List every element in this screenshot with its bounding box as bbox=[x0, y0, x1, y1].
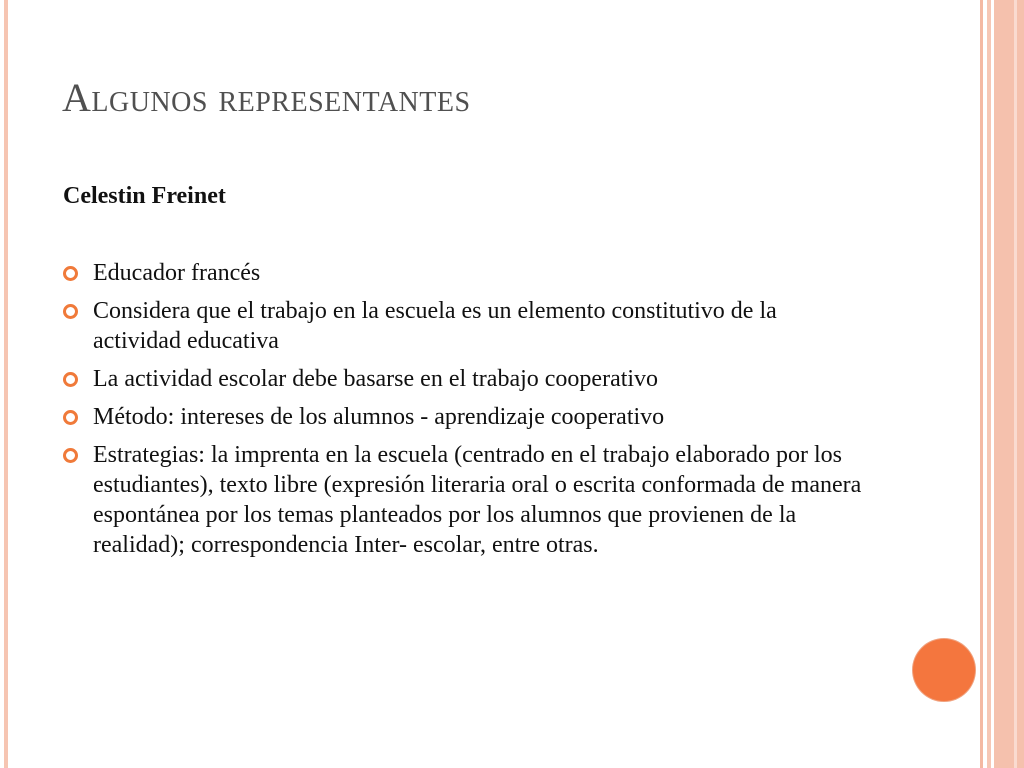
circle-bullet-icon bbox=[63, 372, 78, 387]
circle-bullet-icon bbox=[63, 304, 78, 319]
list-item bbox=[63, 296, 863, 356]
list-item bbox=[63, 364, 863, 394]
left-decorative-stripe bbox=[4, 0, 8, 768]
list-item bbox=[63, 440, 863, 560]
circle-bullet-icon bbox=[63, 266, 78, 281]
bullet-text: Estrategias: la imprenta en la escuela (centrado en el trabajo elaborado por los estudiantes), texto libre (expresión literaria oral o escrita conformada de manera espontánea por los temas planteados por los alumnos que provienen de la realidad); correspondencia Inter- escolar, entre otras. bbox=[93, 442, 862, 558]
bullet-text: Educador francés bbox=[93, 260, 261, 286]
circle-bullet-icon bbox=[63, 410, 78, 425]
bullet-text: La actividad escolar debe basarse en el trabajo cooperativo bbox=[93, 366, 659, 392]
bullet-text: Método: intereses de los alumnos - aprendizaje cooperativo bbox=[93, 404, 665, 430]
list-item bbox=[63, 402, 863, 432]
slide-subtitle: Celestin Freinet bbox=[63, 183, 226, 209]
circle-bullet-icon bbox=[63, 448, 78, 463]
slide-title: Algunos representantes bbox=[62, 75, 471, 120]
right-stripe-wide bbox=[994, 0, 1024, 768]
right-decorative-stripes bbox=[980, 0, 1024, 768]
right-stripe-highlight bbox=[1014, 0, 1017, 768]
bullet-list bbox=[63, 258, 863, 568]
bullet-text: Considera que el trabajo en la escuela es un elemento constitutivo de la actividad educativa bbox=[93, 298, 777, 354]
orange-circle-decoration bbox=[913, 639, 975, 701]
right-stripe-medium bbox=[987, 0, 991, 768]
list-item bbox=[63, 258, 863, 288]
right-stripe-thin bbox=[980, 0, 983, 768]
